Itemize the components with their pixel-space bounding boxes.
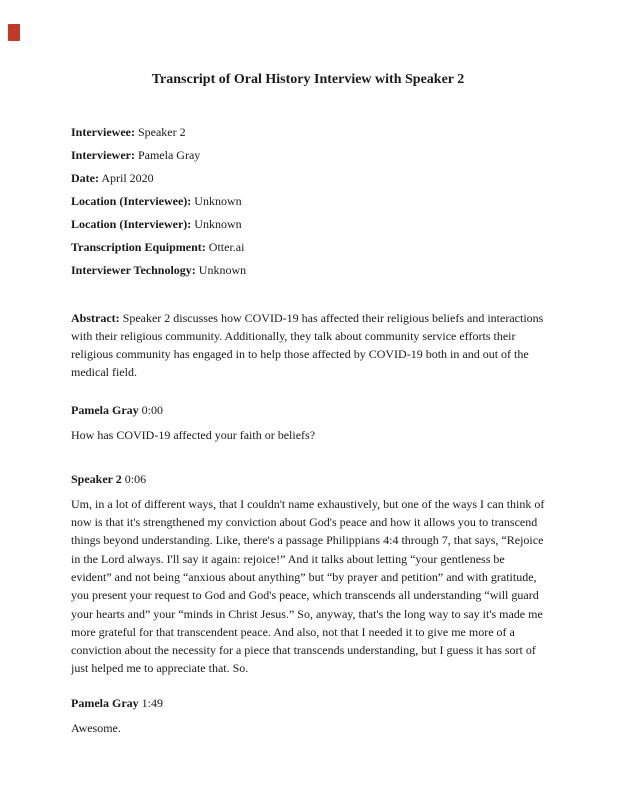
metadata-value: Unknown bbox=[194, 217, 242, 231]
timestamp: 0:00 bbox=[141, 402, 163, 417]
metadata-value: Unknown bbox=[194, 194, 242, 208]
metadata-section bbox=[71, 123, 545, 280]
metadata-line-interviewer-technology bbox=[71, 261, 545, 280]
metadata-label: Interviewer: bbox=[71, 148, 135, 162]
speaker-name: Speaker 2 bbox=[71, 471, 122, 486]
metadata-line-location-interviewer bbox=[71, 215, 545, 234]
metadata-line-date bbox=[71, 169, 545, 188]
dialogue-entry bbox=[71, 470, 545, 678]
document-title: Transcript of Oral History Interview with Speaker 2 bbox=[151, 72, 465, 87]
utterance-text: Um, in a lot of different ways, that I couldn't name exhaustively, but one of the ways I can think of now is that it's strengthened my conviction about God's peace and how it allows you to transcend things beyond understanding. Like, there's a passage Philippians 4:4 through 7, that says, “Rejoice in the Lord always. I'll say it again: rejoice!” And it talks about letting “your gentleness be evident” and not being “anxious about anything” but “by prayer and petition” and with gratitude, you present your request to God and God's peace, which transcends all understanding “will guard your hearts and” your “minds in Christ Jesus.” So, anyway, that's the long way to say it's made me more grateful for that transcendent peace. And also, not that I needed it to give me more of a conviction about the necessity for a piece that transcends understanding, but I guess it has sort of just helped me to appreciate that. So. bbox=[71, 496, 545, 676]
speaker-line bbox=[71, 401, 545, 420]
metadata-line-interviewer bbox=[71, 146, 545, 165]
abstract-text: Speaker 2 discusses how COVID-19 has affected their religious beliefs and interactions with their religious community. Additionally, they talk about community service efforts their religious community has engaged in to help those affected by COVID-19 both in and out of the medical field. bbox=[71, 310, 544, 379]
metadata-label: Transcription Equipment: bbox=[71, 240, 206, 254]
abstract-label: Abstract: bbox=[71, 310, 120, 325]
utterance-text: Awesome. bbox=[71, 720, 121, 735]
metadata-label: Interviewer Technology: bbox=[71, 263, 196, 277]
dialogue-entry bbox=[71, 401, 545, 444]
metadata-line-location-interviewee bbox=[71, 192, 545, 211]
abstract-paragraph bbox=[71, 309, 545, 381]
speaker-line bbox=[71, 694, 545, 713]
dialogue-entry bbox=[71, 694, 545, 737]
metadata-label: Date: bbox=[71, 171, 99, 185]
metadata-line-transcription-equipment bbox=[71, 238, 545, 257]
metadata-line-interviewee bbox=[71, 123, 545, 142]
metadata-label: Location (Interviewer): bbox=[71, 217, 192, 231]
red-placeholder-icon bbox=[8, 24, 20, 41]
speaker-line bbox=[71, 470, 545, 489]
speaker-name: Pamela Gray bbox=[71, 402, 139, 417]
metadata-value: Speaker 2 bbox=[137, 125, 186, 139]
document-content bbox=[0, 70, 618, 737]
metadata-value: April 2020 bbox=[101, 171, 154, 185]
metadata-value: Pamela Gray bbox=[137, 148, 201, 162]
metadata-value: Otter.ai bbox=[208, 240, 245, 254]
metadata-label: Interviewee: bbox=[71, 125, 135, 139]
utterance-text: How has COVID-19 affected your faith or beliefs? bbox=[71, 427, 316, 442]
timestamp: 1:49 bbox=[141, 695, 163, 710]
metadata-label: Location (Interviewee): bbox=[71, 194, 192, 208]
metadata-value: Unknown bbox=[198, 263, 247, 277]
timestamp: 0:06 bbox=[124, 471, 147, 486]
speaker-name: Pamela Gray bbox=[71, 695, 139, 710]
